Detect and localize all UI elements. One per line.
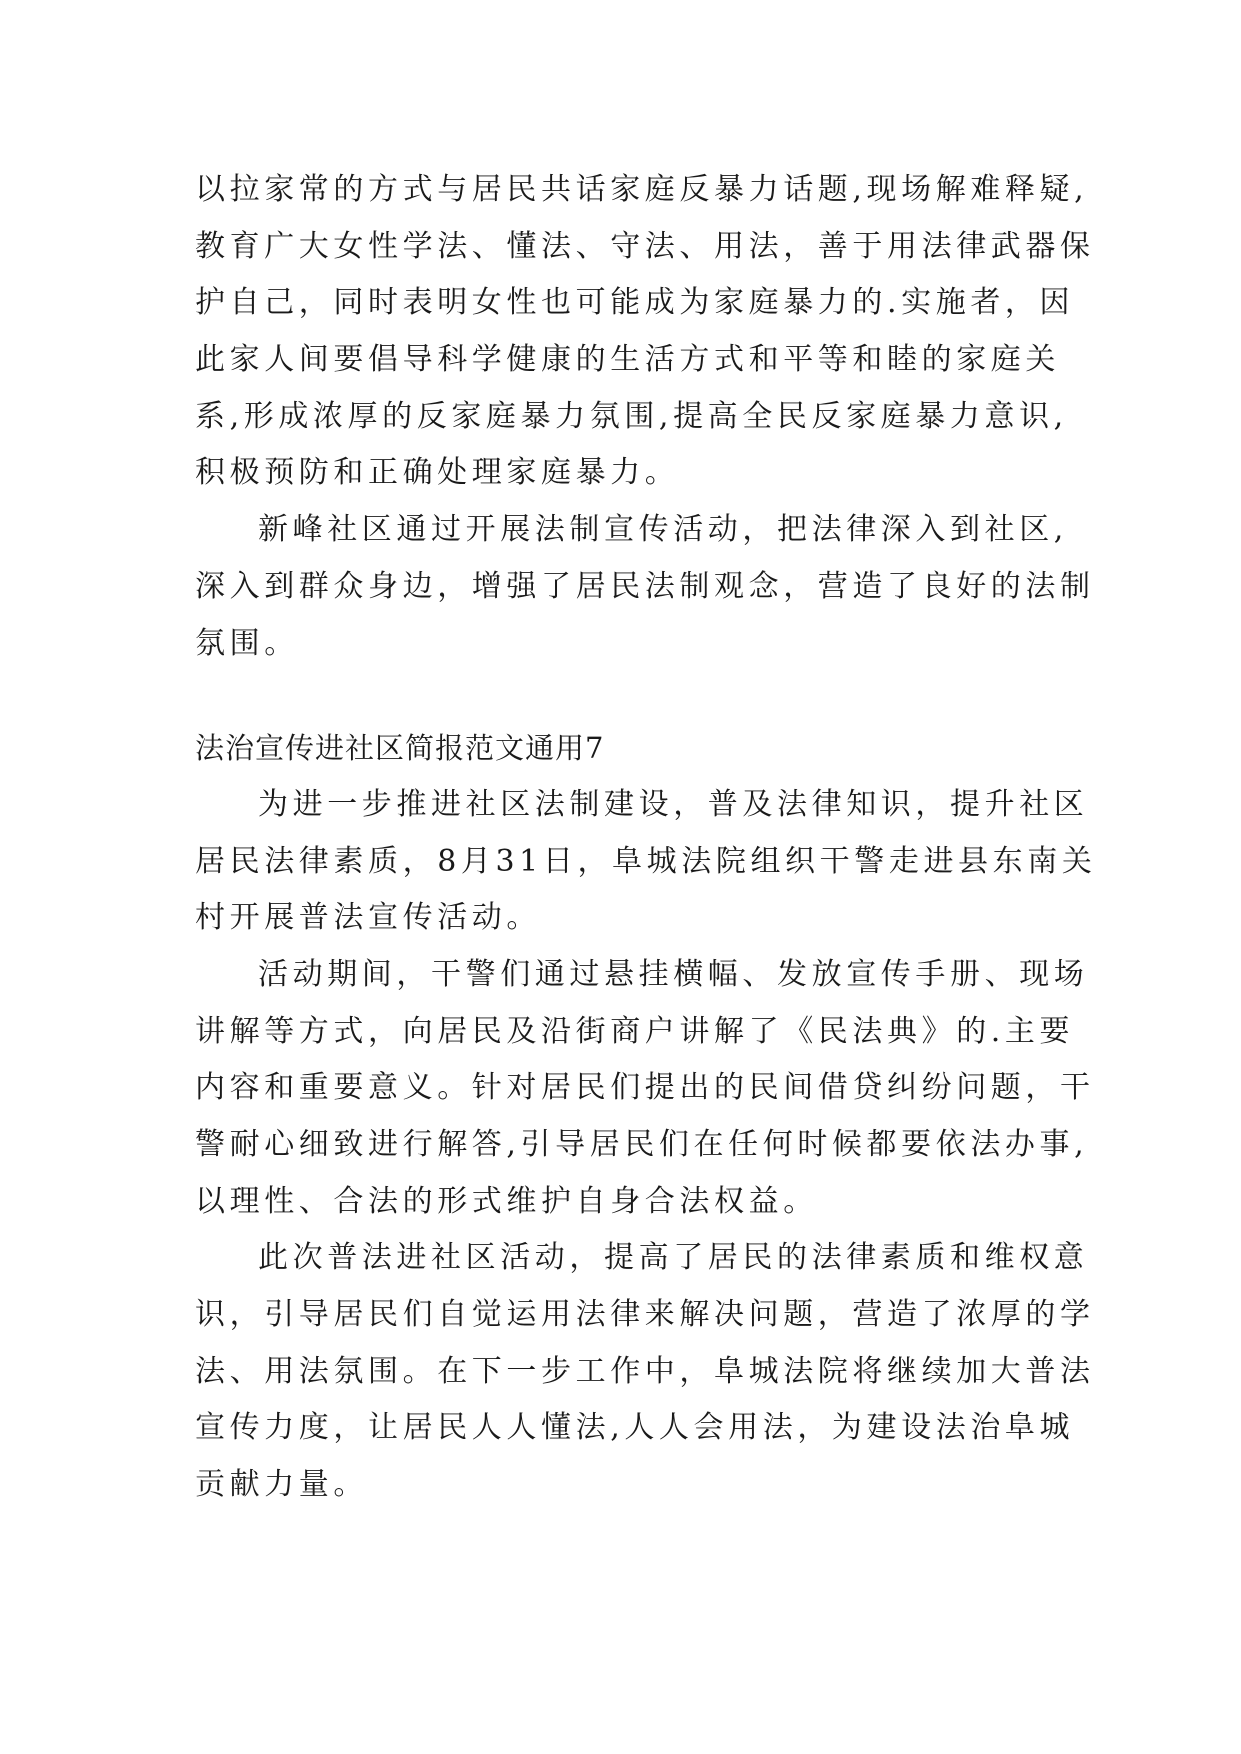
text-line: 村开展普法宣传活动。 <box>195 900 541 936</box>
text-line: 为进一步推进社区法制建设，普及法律知识，提升社区 <box>258 786 1089 822</box>
text-line: 此家人间要倡导科学健康的生活方式和平等和睦的家庭关 <box>195 342 1060 378</box>
text-line: 护自己，同时表明女性也可能成为家庭暴力的.实施者，因 <box>195 285 1075 321</box>
text-line: 以理性、合法的形式维护自身合法权益。 <box>195 1183 818 1219</box>
document-body <box>195 162 1097 1514</box>
paragraph-xinfeng-community <box>195 502 1095 672</box>
paragraph-conclusion <box>195 1230 1095 1513</box>
paragraph-family-violence <box>195 162 1095 502</box>
text-line: 此次普法进社区活动，提高了居民的法律素质和维权意 <box>258 1240 1089 1276</box>
text-line: 活动期间，干警们通过悬挂横幅、发放宣传手册、现场 <box>258 956 1089 992</box>
text-line: 法、用法氛围。在下一步工作中，阜城法院将继续加大普法 <box>195 1353 1095 1389</box>
paragraph-intro <box>195 777 1097 947</box>
text-line: 积极预防和正确处理家庭暴力。 <box>195 455 680 491</box>
text-line: 贡献力量。 <box>195 1467 368 1503</box>
text-line: 新峰社区通过开展法制宣传活动，把法律深入到社区, <box>258 512 1068 548</box>
paragraph-activity <box>195 947 1095 1230</box>
text-line: 教育广大女性学法、懂法、守法、用法，善于用法律武器保 <box>195 228 1095 264</box>
text-line: 居民法律素质，8月31日，阜城法院组织干警走进县东南关 <box>195 843 1097 879</box>
text-line: 讲解等方式，向居民及沿街商户讲解了《民法典》的.主要 <box>195 1013 1075 1049</box>
text-line: 内容和重要意义。针对居民们提出的民间借贷纠纷问题，干 <box>195 1070 1095 1106</box>
section-title: 法治宣传进社区简报范文通用7 <box>195 731 605 766</box>
text-line: 识，引导居民们自觉运用法律来解决问题，营造了浓厚的学 <box>195 1297 1095 1333</box>
section-heading <box>195 720 1075 777</box>
text-line: 警耐心细致进行解答,引导居民们在任何时候都要依法办事, <box>195 1127 1089 1162</box>
text-line: 深入到群众身边，增强了居民法制观念，营造了良好的法制 <box>195 568 1095 604</box>
text-line: 系,形成浓厚的反家庭暴力氛围,提高全民反家庭暴力意识, <box>195 398 1068 434</box>
text-line: 氛围。 <box>195 625 299 661</box>
text-line: 宣传力度，让居民人人懂法,人人会用法，为建设法治阜城 <box>195 1410 1075 1446</box>
text-line: 以拉家常的方式与居民共话家庭反暴力话题,现场解难释疑, <box>195 172 1089 207</box>
